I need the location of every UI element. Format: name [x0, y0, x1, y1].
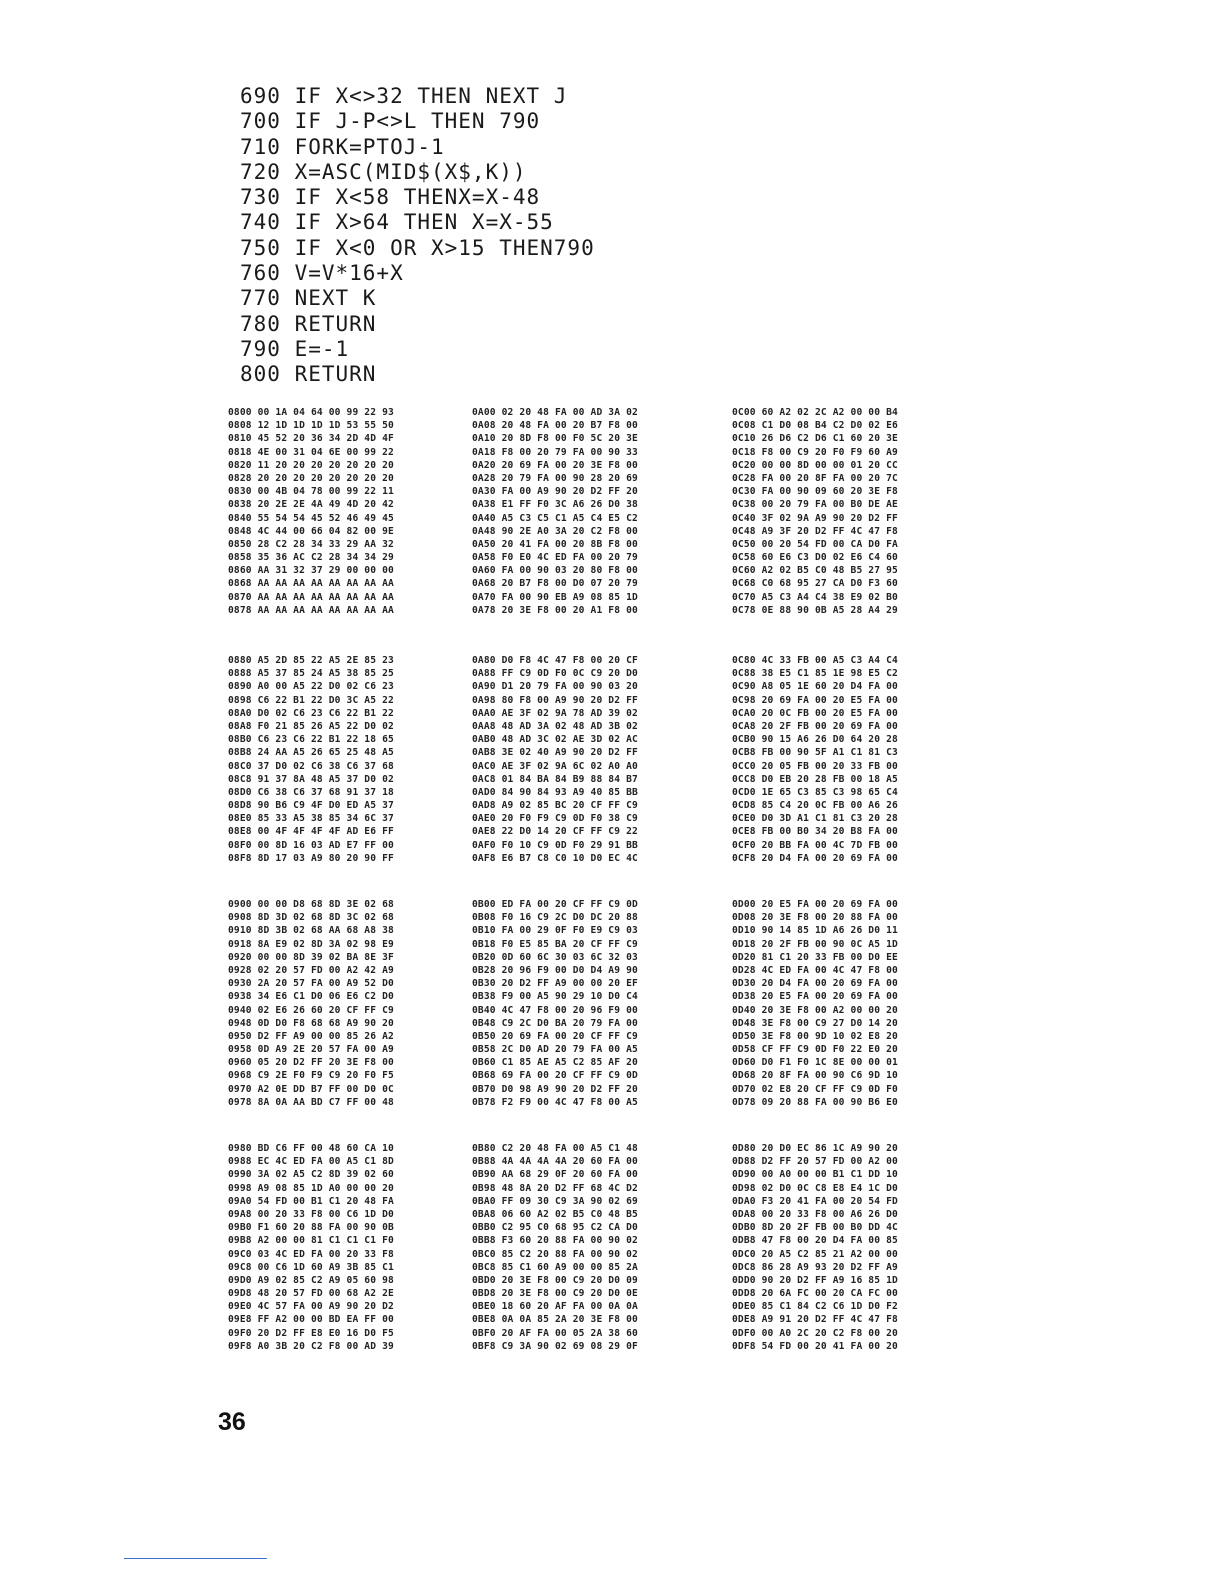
- hex-dump-line: 0930 2A 20 57 FA 00 A9 52 D0: [228, 978, 394, 990]
- hex-dump-line: 09E0 4C 57 FA 00 A9 90 20 D2: [228, 1301, 394, 1313]
- hex-dump-line: 0958 0D A9 2E 20 57 FA 00 A9: [228, 1044, 394, 1056]
- hex-dump-line: 0DC0 20 A5 C2 85 21 A2 00 00: [732, 1248, 898, 1260]
- basic-line: 720 X=ASC(MID$(X$,K)): [240, 159, 527, 184]
- hex-dump-line: 0B78 F2 F9 00 4C 47 F8 00 A5: [472, 1096, 638, 1108]
- hex-dump-line: 0808 12 1D 1D 1D 1D 53 55 50: [228, 420, 394, 432]
- hex-dump-line: 0890 A0 00 A5 22 D0 02 C6 23: [228, 681, 394, 693]
- hex-dump-line: 0828 20 20 20 20 20 20 20 20: [228, 472, 394, 484]
- hex-dump-line: 0BE8 0A 0A 85 2A 20 3E F8 00: [472, 1314, 638, 1326]
- hex-dump-line: 09C8 00 C6 1D 60 A9 3B 85 C1: [228, 1261, 394, 1273]
- hex-dump-line: 0D58 CF FF C9 0D F0 22 E0 20: [732, 1044, 898, 1056]
- hex-dump-line: 0AF0 F0 10 C9 0D F0 29 91 BB: [472, 839, 638, 851]
- hex-dump-line: 0DE8 A9 91 20 D2 FF 4C 47 F8: [732, 1314, 898, 1326]
- hex-dump-line: 0DD8 20 6A FC 00 20 CA FC 00: [732, 1288, 898, 1300]
- hex-dump-line: 0D10 90 14 85 1D A6 26 D0 11: [732, 925, 898, 937]
- hex-dump-line: 0BA0 FF 09 30 C9 3A 90 02 69: [472, 1195, 638, 1207]
- hex-dump-line: 08F0 00 8D 16 03 AD E7 FF 00: [228, 839, 394, 851]
- hex-dump-line: 0878 AA AA AA AA AA AA AA AA: [228, 604, 394, 616]
- hex-dump-line: 0D08 20 3E F8 00 20 88 FA 00: [732, 912, 898, 924]
- hex-dump-line: 0CA8 20 2F FB 00 20 69 FA 00: [732, 720, 898, 732]
- hex-dump-line: 0B50 20 69 FA 00 20 CF FF C9: [472, 1030, 638, 1042]
- hex-dump-line: 0DC8 86 28 A9 93 20 D2 FF A9: [732, 1261, 898, 1273]
- hex-dump-line: 0A20 20 69 FA 00 20 3E F8 00: [472, 459, 638, 471]
- hex-dump-line: 09D0 A9 02 85 C2 A9 05 60 98: [228, 1274, 394, 1286]
- hex-dump-line: 0D48 3E F8 00 C9 27 D0 14 20: [732, 1017, 898, 1029]
- hex-dump-line: 0888 A5 37 85 24 A5 38 85 25: [228, 668, 394, 680]
- hex-dump-line: 0BC8 85 C1 60 A9 00 00 85 2A: [472, 1261, 638, 1273]
- hex-dump-line: 0990 3A 02 A5 C2 8D 39 02 60: [228, 1169, 394, 1181]
- hex-dump-line: 0B98 48 8A 20 D2 FF 68 4C D2: [472, 1182, 638, 1194]
- hex-dump-line: 0B90 AA 68 29 0F 20 60 FA 00: [472, 1169, 638, 1181]
- hex-dump-line: 08E0 85 33 A5 38 85 34 6C 37: [228, 813, 394, 825]
- hex-dump-line: 0AF8 E6 B7 C8 C0 10 D0 EC 4C: [472, 852, 638, 864]
- hex-dump-column: [228, 1142, 394, 1353]
- hex-dump-line: 0B30 20 D2 FF A9 00 00 20 EF: [472, 978, 638, 990]
- hex-dump-line: 0A80 D0 F8 4C 47 F8 00 20 CF: [472, 655, 638, 666]
- hex-dump-line: 0AB8 3E 02 40 A9 90 20 D2 FF: [472, 747, 638, 759]
- hex-dump-line: 0A38 E1 FF F0 3C A6 26 D0 38: [472, 499, 638, 511]
- hex-dump-line: 0C88 38 E5 C1 85 1E 98 E5 C2: [732, 668, 898, 680]
- hex-dump-column: [472, 654, 638, 865]
- hex-dump-line: 0CA0 20 0C FB 00 20 E5 FA 00: [732, 707, 898, 719]
- hex-dump-line: 0D28 4C ED FA 00 4C 47 F8 00: [732, 964, 898, 976]
- hex-dump-line: 0C90 A8 05 1E 60 20 D4 FA 00: [732, 681, 898, 693]
- hex-dump-line: 0BF8 C9 3A 90 02 69 08 29 0F: [472, 1340, 638, 1352]
- hex-dump-line: 0C18 F8 00 C9 20 F0 F9 60 A9: [732, 446, 898, 458]
- hex-dump-line: 0AC0 AE 3F 02 9A 6C 02 A0 A0: [472, 760, 638, 772]
- hex-dump-line: 0CF8 20 D4 FA 00 20 69 FA 00: [732, 852, 898, 864]
- hex-dump-line: 08C8 91 37 8A 48 A5 37 D0 02: [228, 773, 394, 785]
- basic-line: 740 IF X>64 THEN X=X-55: [240, 210, 554, 235]
- hex-dump-line: 0950 D2 FF A9 00 00 85 26 A2: [228, 1030, 394, 1042]
- hex-dump-line: 0CC0 20 05 FB 00 20 33 FB 00: [732, 760, 898, 772]
- hex-dump-line: 0B88 4A 4A 4A 4A 20 60 FA 00: [472, 1156, 638, 1168]
- hex-dump-line: 0A68 20 B7 F8 00 D0 07 20 79: [472, 578, 638, 590]
- page-number: 36: [218, 1408, 246, 1436]
- hex-dump-line: 0C60 A2 02 B5 C0 48 B5 27 95: [732, 565, 898, 577]
- hex-dump-line: 0B38 F9 00 A5 90 29 10 D0 C4: [472, 991, 638, 1003]
- hex-dump-column: [472, 898, 638, 1109]
- hex-dump-line: 0D90 00 A0 00 00 B1 C1 DD 10: [732, 1169, 898, 1181]
- hex-dump-line: 09C0 03 4C ED FA 00 20 33 F8: [228, 1248, 394, 1260]
- hex-dump-line: 0B70 D0 98 A9 90 20 D2 FF 20: [472, 1083, 638, 1095]
- hex-dump-line: 0AD8 A9 02 85 BC 20 CF FF C9: [472, 800, 638, 812]
- hex-dump-line: 0D30 20 D4 FA 00 20 69 FA 00: [732, 978, 898, 990]
- hex-dump-line: 0C78 0E 88 90 0B A5 28 A4 29: [732, 604, 898, 616]
- hex-dump-line: 0AD0 84 90 84 93 A9 40 85 BB: [472, 786, 638, 798]
- hex-dump-line: 0900 00 00 D8 68 8D 3E 02 68: [228, 899, 394, 910]
- hex-dump-line: 0BA8 06 60 A2 02 B5 C0 48 B5: [472, 1208, 638, 1220]
- hex-dump-line: 0C28 FA 00 20 8F FA 00 20 7C: [732, 472, 898, 484]
- hex-dump-line: 0BF0 20 AF FA 00 05 2A 38 60: [472, 1327, 638, 1339]
- hex-dump-line: 09B0 F1 60 20 88 FA 00 90 0B: [228, 1222, 394, 1234]
- hex-dump-line: 0BC0 85 C2 20 88 FA 00 90 02: [472, 1248, 638, 1260]
- hex-dump-line: 0C48 A9 3F 20 D2 FF 4C 47 F8: [732, 525, 898, 537]
- hex-dump-line: 0800 00 1A 04 64 00 99 22 93: [228, 407, 394, 418]
- hex-dump-line: 0C20 00 00 8D 00 00 01 20 CC: [732, 459, 898, 471]
- hex-dump-column: [472, 406, 638, 617]
- hex-dump-line: 0D60 D0 F1 F0 1C 8E 00 00 01: [732, 1057, 898, 1069]
- hex-dump-line: 0BE0 18 60 20 AF FA 00 0A 0A: [472, 1301, 638, 1313]
- hex-dump-line: 09A0 54 FD 00 B1 C1 20 48 FA: [228, 1195, 394, 1207]
- hex-dump-line: 0DB8 47 F8 00 20 D4 FA 00 85: [732, 1235, 898, 1247]
- hex-dump-line: 0C80 4C 33 FB 00 A5 C3 A4 C4: [732, 655, 898, 666]
- hex-dump-line: 0BB8 F3 60 20 88 FA 00 90 02: [472, 1235, 638, 1247]
- hex-dump-line: 0C68 C0 68 95 27 CA D0 F3 60: [732, 578, 898, 590]
- hex-dump-line: 0B20 0D 60 6C 30 03 6C 32 03: [472, 951, 638, 963]
- hex-dump-line: 09A8 00 20 33 F8 00 C6 1D D0: [228, 1208, 394, 1220]
- hex-dump-line: 09F8 A0 3B 20 C2 F8 00 AD 39: [228, 1340, 394, 1352]
- hex-dump-line: 0CC8 D0 EB 20 28 FB 00 18 A5: [732, 773, 898, 785]
- hex-dump-line: 0A28 20 79 FA 00 90 28 20 69: [472, 472, 638, 484]
- hex-dump-line: 08B8 24 AA A5 26 65 25 48 A5: [228, 747, 394, 759]
- hex-dump-line: 0980 BD C6 FF 00 48 60 CA 10: [228, 1143, 394, 1154]
- hex-dump-line: 0B48 C9 2C D0 BA 20 79 FA 00: [472, 1017, 638, 1029]
- hex-dump-line: 0B00 ED FA 00 20 CF FF C9 0D: [472, 899, 638, 910]
- hex-dump-line: 0B80 C2 20 48 FA 00 A5 C1 48: [472, 1143, 638, 1154]
- basic-line: 710 FORK=PTOJ-1: [240, 134, 445, 159]
- hex-dump-line: 0A60 FA 00 90 03 20 80 F8 00: [472, 565, 638, 577]
- hex-dump-line: 0A30 FA 00 A9 90 20 D2 FF 20: [472, 486, 638, 498]
- hex-dump-line: 0D50 3E F8 00 9D 10 02 E8 20: [732, 1030, 898, 1042]
- hex-dump-line: 09D8 48 20 57 FD 00 68 A2 2E: [228, 1288, 394, 1300]
- hex-dump-line: 0BD8 20 3E F8 00 C9 20 D0 0E: [472, 1288, 638, 1300]
- hex-dump-line: 0DE0 85 C1 84 C2 C6 1D D0 F2: [732, 1301, 898, 1313]
- basic-line: 730 IF X<58 THENX=X-48: [240, 185, 541, 210]
- hex-dump-line: 0B60 C1 85 AE A5 C2 85 AF 20: [472, 1057, 638, 1069]
- hex-dump-line: 0A40 A5 C3 C5 C1 A5 C4 E5 C2: [472, 512, 638, 524]
- footer-rule: [124, 1558, 267, 1559]
- hex-dump-line: 08B0 C6 23 C6 22 B1 22 18 65: [228, 734, 394, 746]
- hex-dump-column: [228, 898, 394, 1109]
- hex-dump-line: 0CB8 FB 00 90 5F A1 C1 81 C3: [732, 747, 898, 759]
- hex-dump-line: 0868 AA AA AA AA AA AA AA AA: [228, 578, 394, 590]
- hex-dump-line: 0910 8D 3B 02 68 AA 68 A8 38: [228, 925, 394, 937]
- hex-dump-line: 0AB0 48 AD 3C 02 AE 3D 02 AC: [472, 734, 638, 746]
- hex-dump-line: 0810 45 52 20 36 34 2D 4D 4F: [228, 433, 394, 445]
- hex-dump-line: 0C00 60 A2 02 2C A2 00 00 B4: [732, 407, 898, 418]
- hex-dump-line: 0BB0 C2 95 C0 68 95 C2 CA D0: [472, 1222, 638, 1234]
- hex-dump-line: 0D98 02 D0 0C C8 E8 E4 1C D0: [732, 1182, 898, 1194]
- hex-dump-line: 08F8 8D 17 03 A9 80 20 90 FF: [228, 852, 394, 864]
- hex-dump-line: 0870 AA AA AA AA AA AA AA AA: [228, 591, 394, 603]
- hex-dump-line: 0D68 20 8F FA 00 90 C6 9D 10: [732, 1070, 898, 1082]
- basic-line: 750 IF X<0 OR X>15 THEN790: [240, 235, 595, 260]
- hex-dump-column: [732, 1142, 898, 1353]
- hex-dump-line: 0C98 20 69 FA 00 20 E5 FA 00: [732, 694, 898, 706]
- hex-dump-line: 0898 C6 22 B1 22 D0 3C A5 22: [228, 694, 394, 706]
- basic-line: 690 IF X<>32 THEN NEXT J: [240, 84, 568, 108]
- hex-dump-line: 0838 20 2E 2E 4A 49 4D 20 42: [228, 499, 394, 511]
- hex-dump-line: 0CD8 85 C4 20 0C FB 00 A6 26: [732, 800, 898, 812]
- hex-dump-line: 0998 A9 08 85 1D A0 00 00 20: [228, 1182, 394, 1194]
- hex-dump-line: 0C30 FA 00 90 09 60 20 3E F8: [732, 486, 898, 498]
- hex-dump-line: 0DD0 90 20 D2 FF A9 16 85 1D: [732, 1274, 898, 1286]
- hex-dump-line: 08A8 F0 21 85 26 A5 22 D0 02: [228, 720, 394, 732]
- hex-dump-line: 0A88 FF C9 0D F0 0C C9 20 D0: [472, 668, 638, 680]
- hex-dump-line: 0B28 20 96 F9 00 D0 D4 A9 90: [472, 964, 638, 976]
- hex-dump-line: 0CB0 90 15 A6 26 D0 64 20 28: [732, 734, 898, 746]
- hex-dump-line: 0938 34 E6 C1 D0 06 E6 C2 D0: [228, 991, 394, 1003]
- hex-dump-line: 0978 8A 0A AA BD C7 FF 00 48: [228, 1096, 394, 1108]
- hex-dump-line: 0AE8 22 D0 14 20 CF FF C9 22: [472, 826, 638, 838]
- hex-dump-line: 0B18 F0 E5 85 BA 20 CF FF C9: [472, 938, 638, 950]
- hex-dump-line: 0D20 81 C1 20 33 FB 00 D0 EE: [732, 951, 898, 963]
- hex-dump-line: 0AE0 20 F0 F9 C9 0D F0 38 C9: [472, 813, 638, 825]
- hex-dump-line: 0DF8 54 FD 00 20 41 FA 00 20: [732, 1340, 898, 1352]
- hex-dump-line: 0830 00 4B 04 78 00 99 22 11: [228, 486, 394, 498]
- hex-dump-line: 08E8 00 4F 4F 4F 4F AD E6 FF: [228, 826, 394, 838]
- basic-line: 780 RETURN: [240, 311, 377, 336]
- hex-dump-line: 0AA8 48 AD 3A 02 48 AD 3B 02: [472, 720, 638, 732]
- hex-dump-line: 0A10 20 8D F8 00 F0 5C 20 3E: [472, 433, 638, 445]
- hex-dump-line: 0D38 20 E5 FA 00 20 69 FA 00: [732, 991, 898, 1003]
- hex-dump-line: 0A18 F8 00 20 79 FA 00 90 33: [472, 446, 638, 458]
- hex-dump-line: 0CE0 D0 3D A1 C1 81 C3 20 28: [732, 813, 898, 825]
- hex-dump-line: 0908 8D 3D 02 68 8D 3C 02 68: [228, 912, 394, 924]
- hex-dump-line: 0D80 20 D0 EC 86 1C A9 90 20: [732, 1143, 898, 1154]
- hex-dump-line: 0970 A2 0E DD B7 FF 00 D0 0C: [228, 1083, 394, 1095]
- hex-dump-column: [228, 654, 394, 865]
- hex-dump-line: 0C70 A5 C3 A4 C4 38 E9 02 B0: [732, 591, 898, 603]
- hex-dump-line: 09F0 20 D2 FF E8 E0 16 D0 F5: [228, 1327, 394, 1339]
- hex-dump-line: 0C50 00 20 54 FD 00 CA D0 FA: [732, 538, 898, 550]
- hex-dump-line: 0AA0 AE 3F 02 9A 78 AD 39 02: [472, 707, 638, 719]
- basic-line: 790 E=-1: [240, 336, 350, 361]
- hex-dump-line: 0CF0 20 BB FA 00 4C 7D FB 00: [732, 839, 898, 851]
- hex-dump-line: 0858 35 36 AC C2 28 34 34 29: [228, 552, 394, 564]
- hex-dump-line: 0928 02 20 57 FD 00 A2 42 A9: [228, 964, 394, 976]
- hex-dump-line: 0948 0D D0 F8 68 68 A9 90 20: [228, 1017, 394, 1029]
- hex-dump-line: 0D88 D2 FF 20 57 FD 00 A2 00: [732, 1156, 898, 1168]
- hex-dump-line: 0A58 F0 E0 4C ED FA 00 20 79: [472, 552, 638, 564]
- hex-dump-line: 0A48 90 2E A0 3A 20 C2 F8 00: [472, 525, 638, 537]
- hex-dump-line: 08A0 D0 02 C6 23 C6 22 B1 22: [228, 707, 394, 719]
- hex-dump-line: 0CE8 FB 00 B0 34 20 B8 FA 00: [732, 826, 898, 838]
- hex-dump-line: 0A50 20 41 FA 00 20 8B F8 00: [472, 538, 638, 550]
- basic-line: 800 RETURN: [240, 362, 377, 387]
- hex-dump-line: 0C40 3F 02 9A A9 90 20 D2 FF: [732, 512, 898, 524]
- hex-dump-line: 0920 00 00 8D 39 02 BA 8E 3F: [228, 951, 394, 963]
- basic-line: 770 NEXT K: [240, 286, 377, 311]
- hex-dump-line: 0AC8 01 84 BA 84 B9 88 84 B7: [472, 773, 638, 785]
- hex-dump-line: 0DA8 00 20 33 F8 00 A6 26 D0: [732, 1208, 898, 1220]
- hex-dump-line: 0A90 D1 20 79 FA 00 90 03 20: [472, 681, 638, 693]
- hex-dump-line: 0850 28 C2 28 34 33 29 AA 32: [228, 538, 394, 550]
- hex-dump-line: 0B68 69 FA 00 20 CF FF C9 0D: [472, 1070, 638, 1082]
- hex-dump-column: [732, 654, 898, 865]
- hex-dump-line: 0BD0 20 3E F8 00 C9 20 D0 09: [472, 1274, 638, 1286]
- hex-dump-column: [732, 406, 898, 617]
- hex-dump-line: 0DA0 F3 20 41 FA 00 20 54 FD: [732, 1195, 898, 1207]
- hex-dump-line: 0818 4E 00 31 04 6E 00 99 22: [228, 446, 394, 458]
- basic-line: 760 V=V*16+X: [240, 261, 404, 286]
- hex-dump-line: 0968 C9 2E F0 F9 C9 20 F0 F5: [228, 1070, 394, 1082]
- hex-dump-line: 0D00 20 E5 FA 00 20 69 FA 00: [732, 899, 898, 910]
- hex-dump-line: 08D0 C6 38 C6 37 68 91 37 18: [228, 786, 394, 798]
- hex-dump-line: 0880 A5 2D 85 22 A5 2E 85 23: [228, 655, 394, 666]
- hex-dump-line: 0DF0 00 A0 2C 20 C2 F8 00 20: [732, 1327, 898, 1339]
- hex-dump-line: 0D70 02 E8 20 CF FF C9 0D F0: [732, 1083, 898, 1095]
- hex-dump-line: 08C0 37 D0 02 C6 38 C6 37 68: [228, 760, 394, 772]
- hex-dump-line: 0918 8A E9 02 8D 3A 02 98 E9: [228, 938, 394, 950]
- basic-program-listing: [240, 84, 595, 388]
- hex-dump-line: 0940 02 E6 26 60 20 CF FF C9: [228, 1004, 394, 1016]
- hex-dump-line: 0C10 26 D6 C2 D6 C1 60 20 3E: [732, 433, 898, 445]
- hex-dump-line: 0848 4C 44 00 66 04 82 00 9E: [228, 525, 394, 537]
- hex-dump-line: 0C08 C1 D0 08 B4 C2 D0 02 E6: [732, 420, 898, 432]
- hex-dump-line: 0820 11 20 20 20 20 20 20 20: [228, 459, 394, 471]
- hex-dump-line: 09B8 A2 00 00 81 C1 C1 C1 F0: [228, 1235, 394, 1247]
- hex-dump-line: 0D18 20 2F FB 00 90 0C A5 1D: [732, 938, 898, 950]
- hex-dump-line: 0988 EC 4C ED FA 00 A5 C1 8D: [228, 1156, 394, 1168]
- hex-dump-line: 08D8 90 B6 C9 4F D0 ED A5 37: [228, 800, 394, 812]
- hex-dump-column: [472, 1142, 638, 1353]
- hex-dump-column: [732, 898, 898, 1109]
- hex-dump-column: [228, 406, 394, 617]
- hex-dump-line: 0C58 60 E6 C3 D0 02 E6 C4 60: [732, 552, 898, 564]
- hex-dump-line: 0B08 F0 16 C9 2C D0 DC 20 88: [472, 912, 638, 924]
- hex-dump-line: 0C38 00 20 79 FA 00 B0 DE AE: [732, 499, 898, 511]
- hex-dump-line: 0860 AA 31 32 37 29 00 00 00: [228, 565, 394, 577]
- hex-dump-line: 0A00 02 20 48 FA 00 AD 3A 02: [472, 407, 638, 418]
- hex-dump-line: 0B58 2C D0 AD 20 79 FA 00 A5: [472, 1044, 638, 1056]
- hex-dump-line: 0D78 09 20 88 FA 00 90 B6 E0: [732, 1096, 898, 1108]
- hex-dump-line: 0CD0 1E 65 C3 85 C3 98 65 C4: [732, 786, 898, 798]
- hex-dump-line: 09E8 FF A2 00 00 BD EA FF 00: [228, 1314, 394, 1326]
- hex-dump-line: 0B10 FA 00 29 0F F0 E9 C9 03: [472, 925, 638, 937]
- hex-dump-line: 0A98 80 F8 00 A9 90 20 D2 FF: [472, 694, 638, 706]
- hex-dump-line: 0D40 20 3E F8 00 A2 00 00 20: [732, 1004, 898, 1016]
- hex-dump-line: 0A78 20 3E F8 00 20 A1 F8 00: [472, 604, 638, 616]
- hex-dump-line: 0DB0 8D 20 2F FB 00 B0 DD 4C: [732, 1222, 898, 1234]
- hex-dump-line: 0840 55 54 54 45 52 46 49 45: [228, 512, 394, 524]
- hex-dump-line: 0A08 20 48 FA 00 20 B7 F8 00: [472, 420, 638, 432]
- hex-dump-line: 0960 05 20 D2 FF 20 3E F8 00: [228, 1057, 394, 1069]
- basic-line: 700 IF J-P<>L THEN 790: [240, 109, 541, 134]
- hex-dump-line: 0A70 FA 00 90 EB A9 08 85 1D: [472, 591, 638, 603]
- hex-dump-line: 0B40 4C 47 F8 00 20 96 F9 00: [472, 1004, 638, 1016]
